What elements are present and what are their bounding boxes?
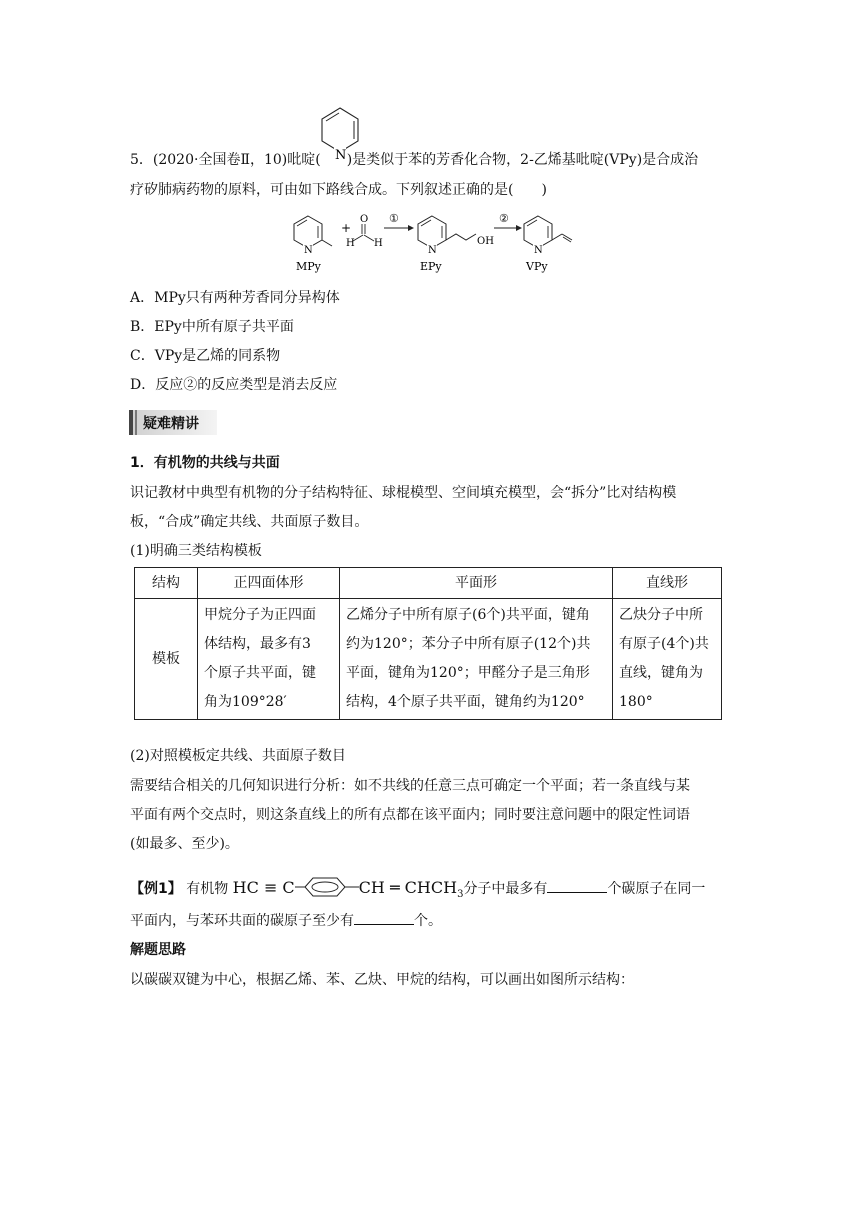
table-cell: 乙烯分子中所有原子(6个)共平面，键角 约为120°；苯分子中所有原子(12个)共 平面，键角为120°；甲醛分子是三角形 结构，4个原子共平面，键角约为120° [340, 599, 613, 720]
topic1-para-1: 识记教材中典型有机物的分子结构特征、球棍模型、空间填充模型，会“拆分”比对结构模 [130, 485, 677, 501]
section-title: 疑难精讲 [143, 416, 199, 432]
question-prefix: 5．(2020·全国卷Ⅱ，10)吡啶( [130, 152, 321, 168]
svg-text:N: N [428, 245, 437, 256]
solve-title: 解题思路 [130, 942, 186, 958]
step1-label: ① [389, 212, 399, 225]
svg-text:N: N [304, 245, 313, 256]
example-lead: 有机物 [186, 881, 229, 897]
topic1-sub1: (1)明确三类结构模板 [130, 543, 262, 559]
vpy-structure-icon [524, 216, 572, 273]
reaction-scheme [286, 208, 576, 274]
topic2-para-3: (如最多、至少)。 [130, 836, 239, 852]
topic1-heading: 1．有机物的共线与共面 [130, 455, 280, 471]
table-row [135, 599, 722, 720]
table-cell: 甲烷分子为正四面 体结构，最多有3 个原子共平面，键 角为109°28′ [198, 599, 340, 720]
question-line-1 [130, 150, 698, 170]
mpy-label: MPy [296, 260, 321, 273]
epy-structure-icon [418, 216, 494, 273]
svg-text:H: H [374, 238, 383, 249]
svg-text:N: N [335, 148, 347, 163]
mpy-structure-icon [294, 216, 332, 273]
table-header: 结构 [135, 568, 198, 599]
example-tag: 【例1】 [130, 881, 182, 897]
vpy-label: VPy [526, 260, 548, 273]
topic1-para-2: 板，“合成”确定共线、共面原子数目。 [130, 514, 369, 530]
structure-template-table [134, 567, 722, 720]
svg-text:OH: OH [477, 236, 494, 247]
formula-subscript: 3 [457, 888, 464, 900]
svg-text:O: O [360, 214, 369, 225]
example-line-1 [130, 876, 705, 905]
answer-blank-2[interactable] [354, 910, 414, 925]
option-b: B．EPy中所有原子共平面 [130, 319, 294, 335]
table-header: 平面形 [340, 568, 613, 599]
example-tail-2: 个碳原子在同一 [607, 881, 706, 897]
table-row-label: 模板 [135, 599, 198, 720]
question-line-2: 疗矽肺病药物的原料，可由如下路线合成。下列叙述正确的是( ) [130, 182, 547, 198]
option-d: D．反应②的反应类型是消去反应 [130, 377, 338, 393]
formula-right: CH ═ CHCH [358, 878, 458, 897]
formula-left: HC ≡ C [232, 878, 295, 897]
plus-sign: + [341, 221, 352, 235]
table-header: 直线形 [613, 568, 722, 599]
topic2-para-2: 平面有两个交点时，则这条直线上的所有点都在该平面内；同时要注意问题中的限定性词语 [130, 807, 690, 823]
example-tail-1: 分子中最多有 [463, 881, 548, 897]
table-cell: 乙炔分子中所 有原子(4个)共 直线，键角为 180° [613, 599, 722, 720]
option-a: A．MPy只有两种芳香同分异构体 [130, 290, 340, 306]
benzene-ring-icon [295, 876, 359, 898]
section-banner [129, 410, 217, 435]
topic2-para-1: 需要结合相关的几何知识进行分析：如不共线的任意三点可确定一个平面；若一条直线与某 [130, 778, 690, 794]
epy-label: EPy [420, 260, 442, 273]
formaldehyde-structure-icon [346, 214, 383, 249]
question-suffix: )是类似于苯的芳香化合物，2-乙烯基吡啶(VPy)是合成治 [346, 152, 699, 168]
topic2-sub2: (2)对照模板定共线、共面原子数目 [130, 748, 346, 764]
table-header-row [135, 568, 722, 599]
solve-text: 以碳碳双键为中心，根据乙烯、苯、乙炔、甲烷的结构，可以画出如图所示结构： [130, 972, 634, 988]
example-line-2: 平面内，与苯环共面的碳原子至少有 个。 [130, 910, 442, 931]
table-header: 正四面体形 [198, 568, 340, 599]
answer-blank-1[interactable] [547, 878, 607, 893]
option-c: C．VPy是乙烯的同系物 [130, 348, 281, 364]
step2-label: ② [499, 212, 509, 225]
svg-text:N: N [534, 245, 543, 256]
svg-text:H: H [346, 238, 355, 249]
